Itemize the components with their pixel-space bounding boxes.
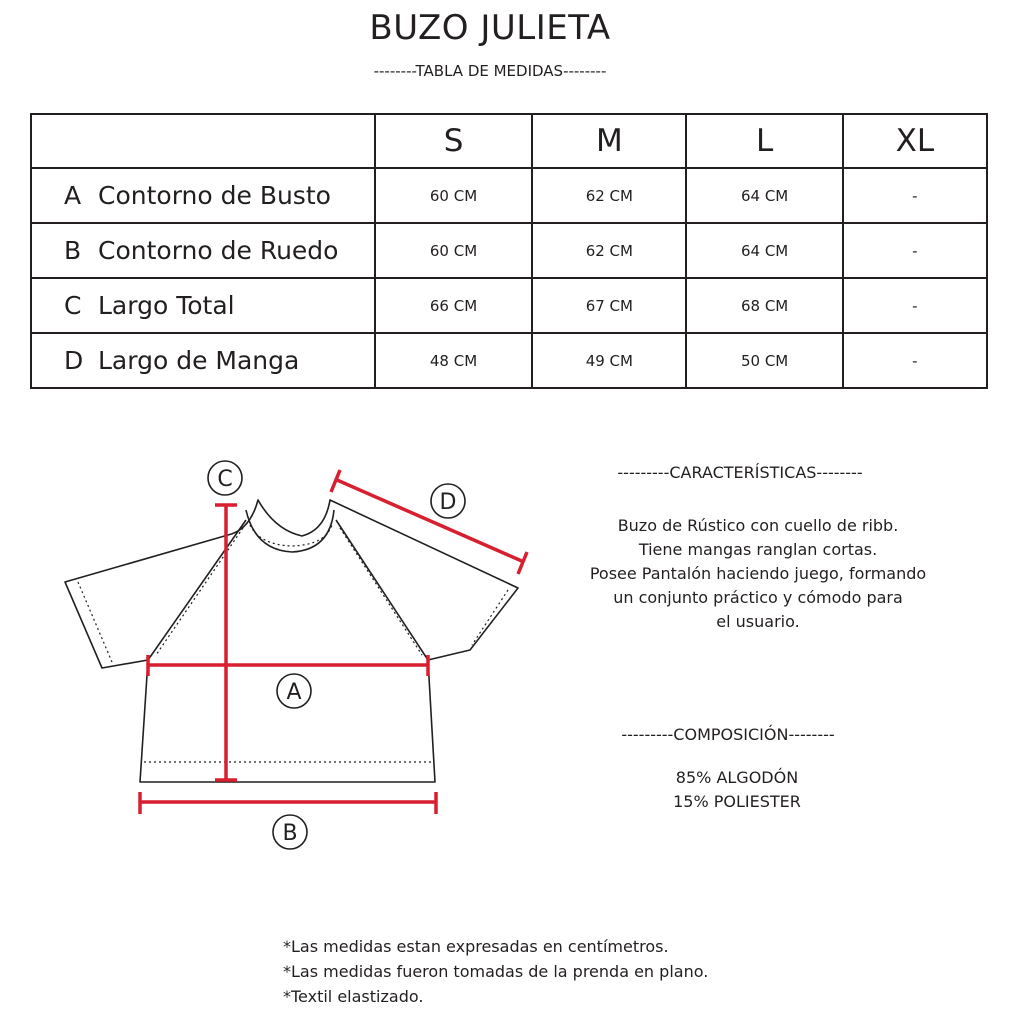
- cell-value: 48 CM: [375, 333, 532, 388]
- composicion-line: 15% POLIESTER: [673, 792, 801, 811]
- cell-value: 64 CM: [686, 223, 842, 278]
- composicion-text: [537, 766, 937, 814]
- cell-value: 62 CM: [532, 168, 686, 223]
- garment-outline: [65, 500, 518, 782]
- size-table: [30, 113, 988, 389]
- label-a: A: [286, 680, 302, 705]
- caracteristicas-heading: ---------CARACTERÍSTICAS--------: [617, 463, 863, 482]
- row-name: Largo de Manga: [98, 346, 300, 375]
- row-name: Largo Total: [98, 291, 235, 320]
- garment-diagram: [40, 450, 560, 870]
- caracteristicas-line: el usuario.: [716, 612, 800, 631]
- cell-value: 66 CM: [375, 278, 532, 333]
- label-d: D: [439, 490, 457, 515]
- table-row: [31, 168, 987, 223]
- cell-value: -: [843, 333, 987, 388]
- table-row: [31, 223, 987, 278]
- caracteristicas-line: un conjunto práctico y cómodo para: [613, 588, 903, 607]
- row-letter: D: [64, 346, 84, 375]
- measure-b-line: [140, 792, 436, 814]
- cell-value: 60 CM: [375, 168, 532, 223]
- row-name: Contorno de Busto: [98, 181, 331, 210]
- table-row: [31, 333, 987, 388]
- footnote: *Las medidas estan expresadas en centímetros.: [283, 937, 669, 956]
- cell-value: 64 CM: [686, 168, 842, 223]
- cell-value: 67 CM: [532, 278, 686, 333]
- cell-value: -: [843, 278, 987, 333]
- measure-c-line: [215, 505, 237, 780]
- size-header-empty: [31, 114, 375, 168]
- table-subtitle: --------TABLA DE MEDIDAS--------: [373, 62, 607, 80]
- stitch-lines: [78, 525, 508, 762]
- measure-a-line: [148, 655, 428, 676]
- row-label: [31, 278, 375, 333]
- row-label: [31, 168, 375, 223]
- composicion-heading: ---------COMPOSICIÓN--------: [621, 725, 835, 744]
- cell-value: 62 CM: [532, 223, 686, 278]
- caracteristicas-text: [558, 514, 958, 634]
- footnotes: [283, 934, 708, 1009]
- composicion-line: 85% ALGODÓN: [675, 768, 799, 787]
- cell-value: 50 CM: [686, 333, 842, 388]
- label-b-circle: [273, 815, 307, 849]
- row-label: [31, 223, 375, 278]
- row-letter: B: [64, 236, 82, 265]
- cell-value: 68 CM: [686, 278, 842, 333]
- caracteristicas-line: Tiene mangas ranglan cortas.: [638, 540, 878, 559]
- page-title: BUZO JULIETA: [369, 8, 611, 48]
- label-c: C: [217, 467, 233, 492]
- footnote: *Las medidas fueron tomadas de la prenda en plano.: [283, 962, 709, 981]
- footnote: *Textil elastizado.: [283, 987, 424, 1006]
- size-header-m: M: [532, 114, 686, 168]
- label-c-circle: [208, 461, 242, 495]
- row-label: [31, 333, 375, 388]
- label-b: B: [282, 821, 298, 846]
- cell-value: -: [843, 223, 987, 278]
- label-a-circle: [277, 674, 311, 708]
- cell-value: -: [843, 168, 987, 223]
- table-row: [31, 278, 987, 333]
- row-letter: C: [64, 291, 82, 320]
- row-name: Contorno de Ruedo: [98, 236, 339, 265]
- size-header-xl: XL: [843, 114, 987, 168]
- cell-value: 49 CM: [532, 333, 686, 388]
- row-letter: A: [64, 181, 82, 210]
- size-header-l: L: [686, 114, 842, 168]
- caracteristicas-line: Posee Pantalón haciendo juego, formando: [589, 564, 927, 583]
- caracteristicas-line: Buzo de Rústico con cuello de ribb.: [617, 516, 899, 535]
- size-header-s: S: [375, 114, 532, 168]
- size-header-row: [31, 114, 987, 168]
- label-d-circle: [431, 484, 465, 518]
- cell-value: 60 CM: [375, 223, 532, 278]
